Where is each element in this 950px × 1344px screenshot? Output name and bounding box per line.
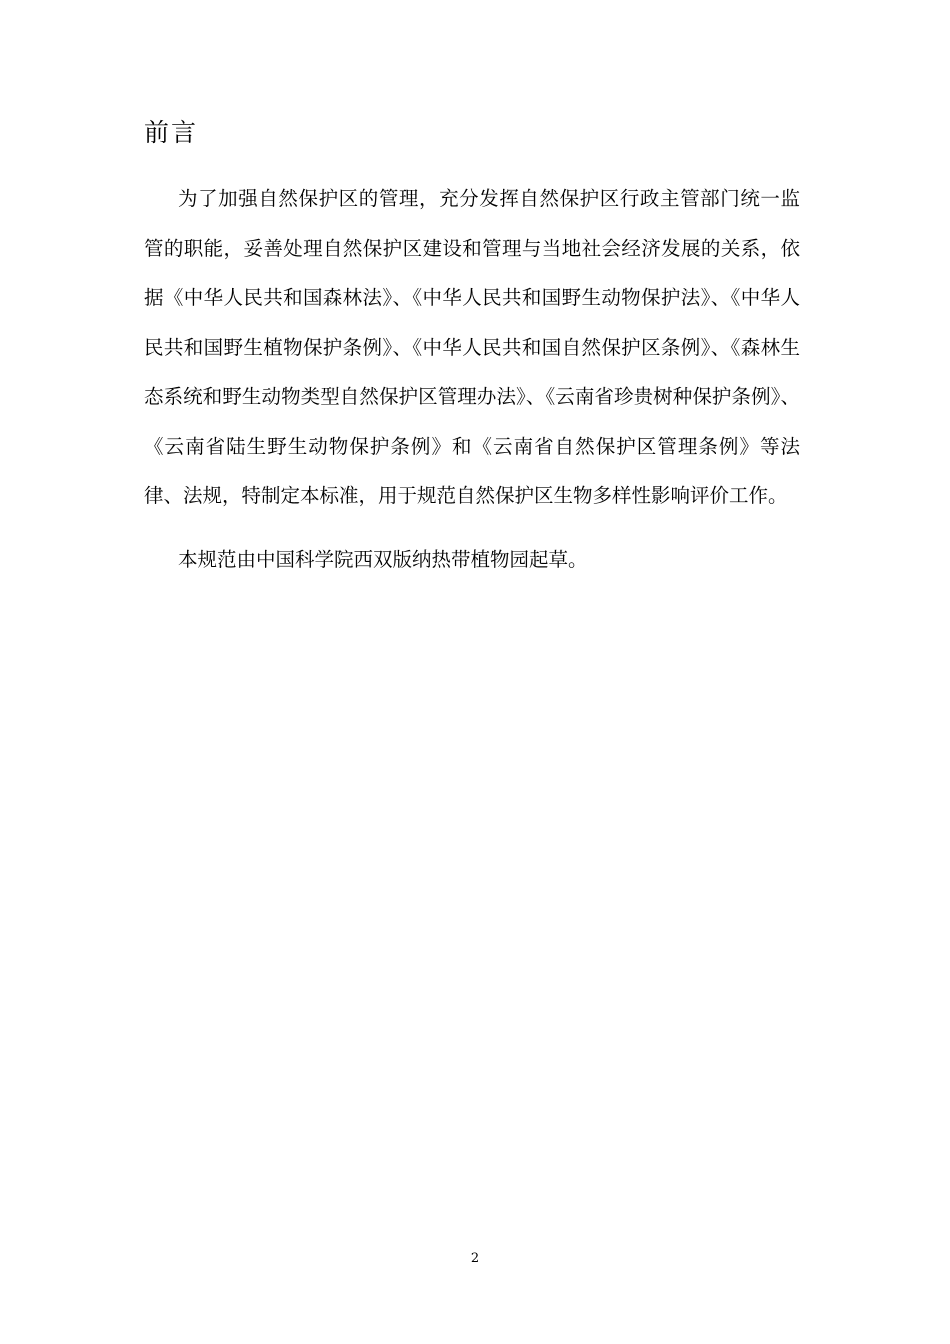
foreword-paragraph-drafter: 本规范由中国科学院西双版纳热带植物园起草。 bbox=[178, 548, 588, 571]
page-title: 前言 bbox=[144, 118, 199, 147]
page-number: 2 bbox=[470, 1251, 480, 1266]
foreword-paragraph-purpose: 为了加强自然保护区的管理，充分发挥自然保护区行政主管部门统一监管的职能，妥善处理自然保护区建设和管理与当地社会经济发展的关系，依据《中华人民共和国森林法》、《中华人民共和国野生动物保护法》、《中华人民共和国野生植物保护条例》、《中华人民共和国自然保护区条例》、《森林生态系统和野生动物类型自然保护区管理办法》、《云南省珍贵树种保护条例》、《云南省陆生野生动物保护条例》和《云南省自然保护区管理条例》等法律、法规，特制定本标准，用于规范自然保护区生物多样性影响评价工作。 bbox=[144, 187, 800, 507]
